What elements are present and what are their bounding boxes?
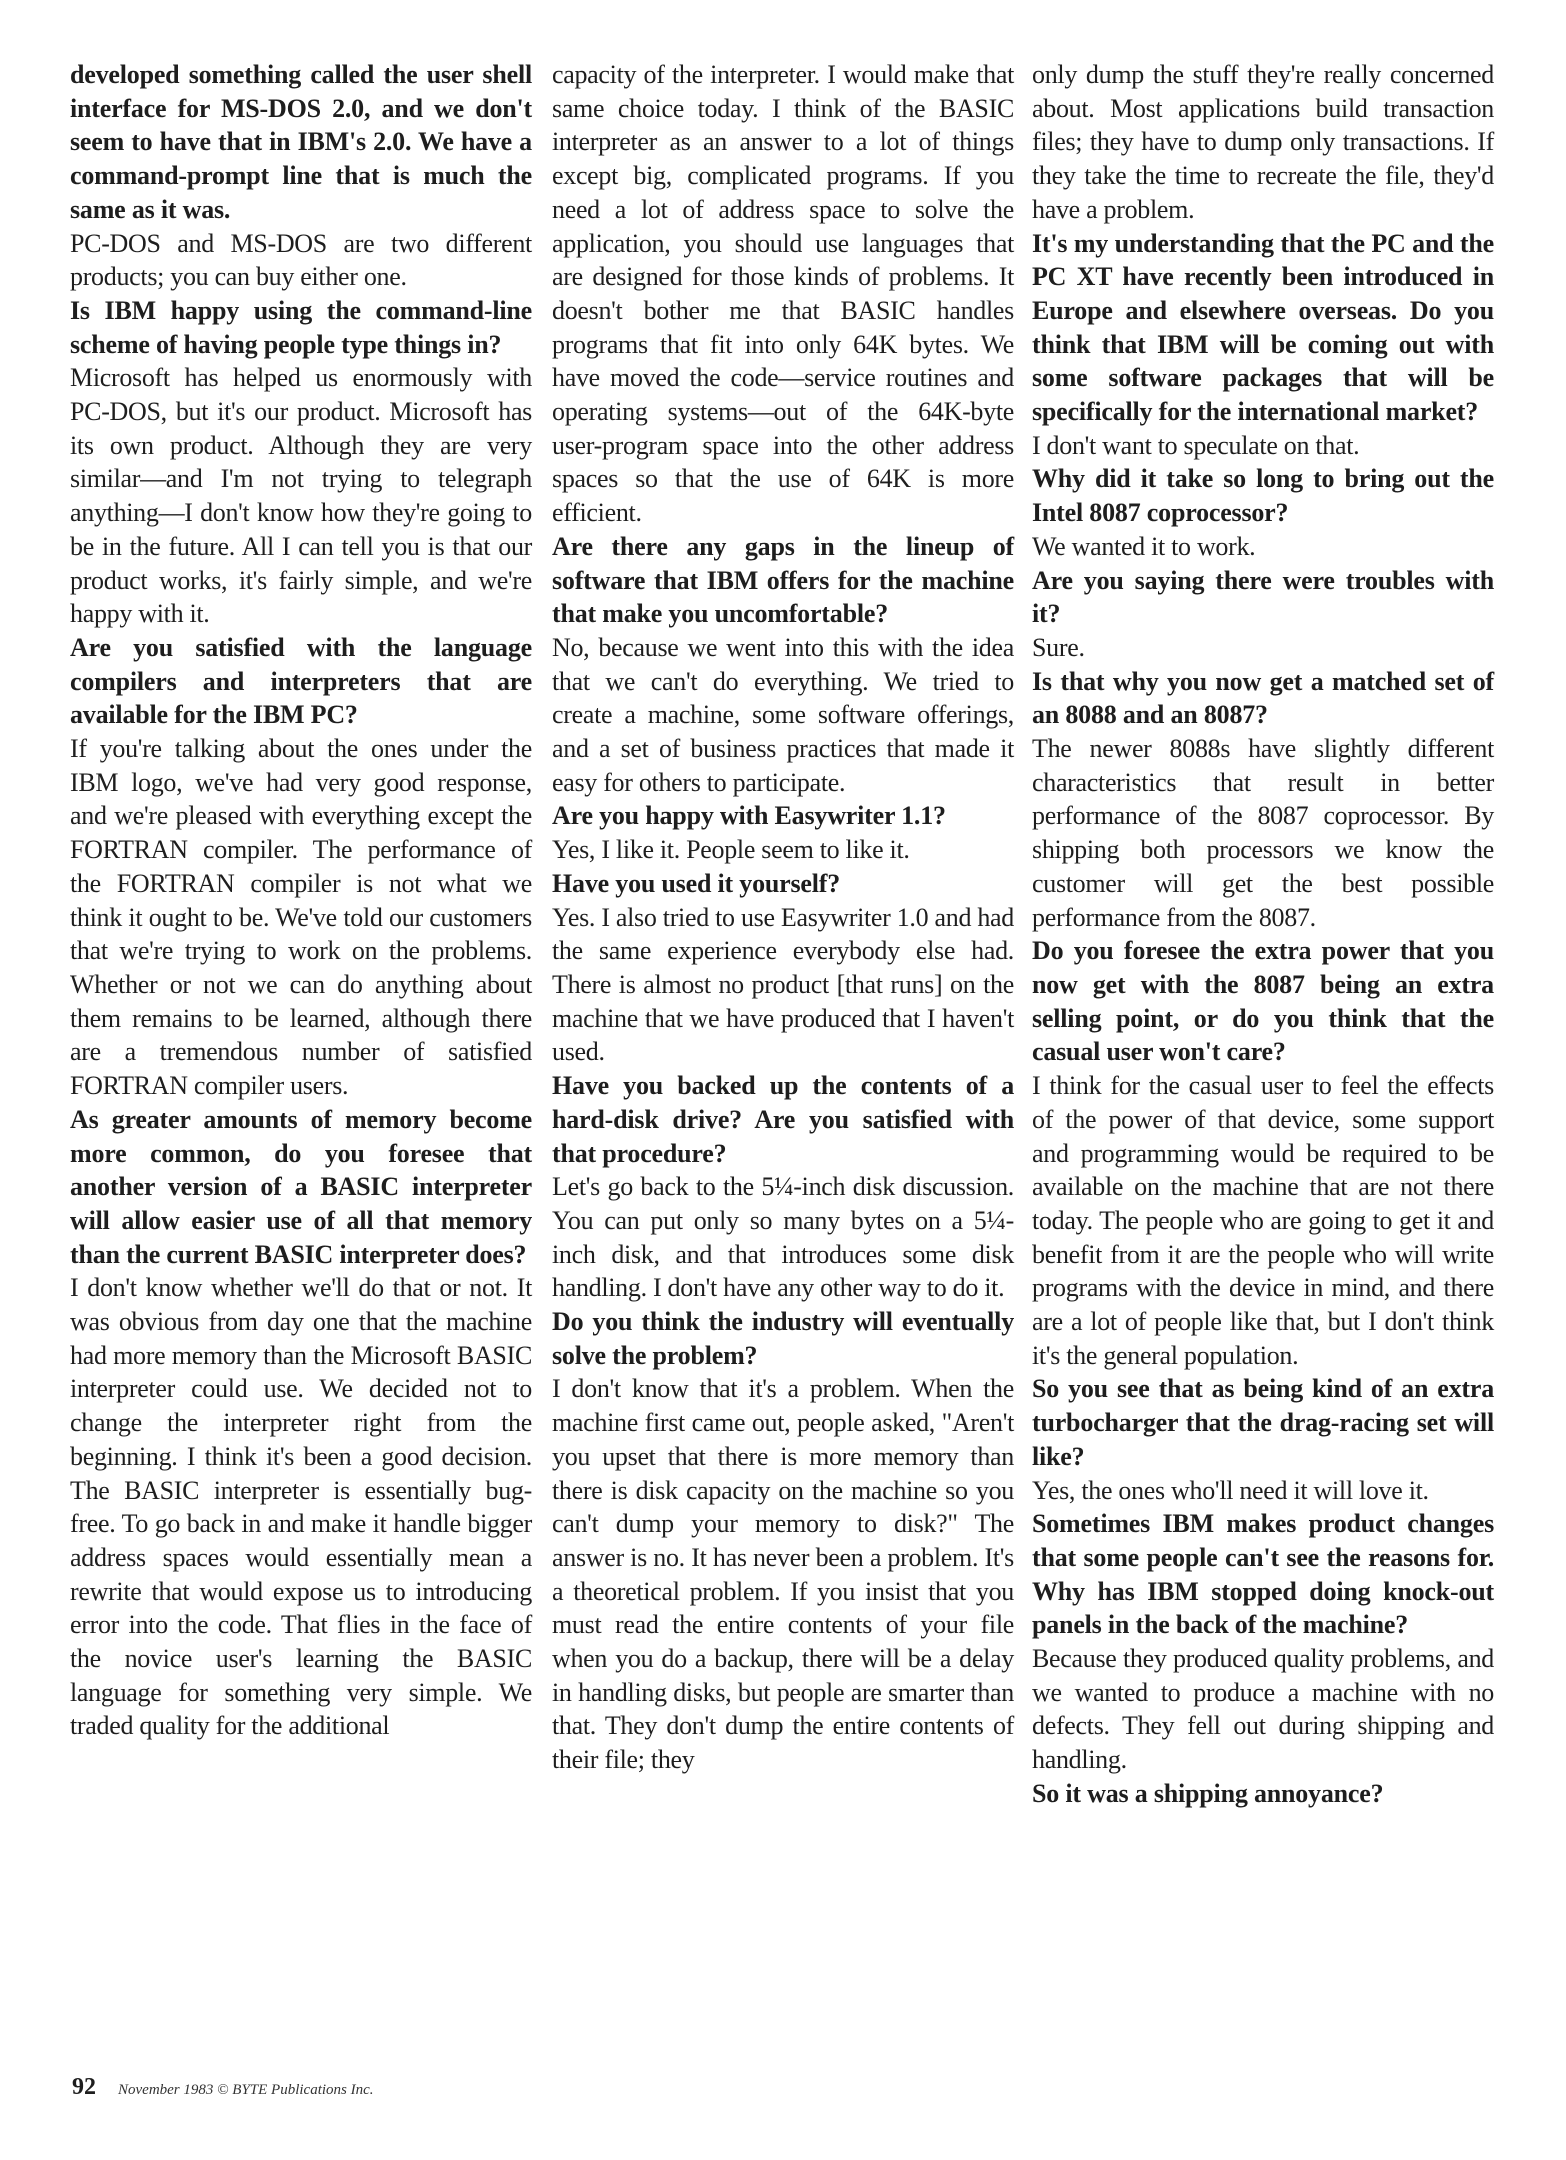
interview-answer: capacity of the interpreter. I would make that same choice today. I think of the BASIC interpreter as an answer to a lot of things except big, complicated programs. If you need a lot of address space to solve the application, you should use languages that are designed for those kinds of problems. It doesn't bother me that BASIC handles programs that fit into only 64K bytes. We have moved the code—service routines and operating systems—out of the 64K-byte user-program space into the other address spaces so that the use of 64K is more efficient.	[552, 60, 1014, 528]
page-number: 92	[72, 2074, 96, 2100]
interview-answer: Microsoft has helped us enormously with PC-DOS, but it's our product. Microsoft has its own product. Although they are very similar—and I'm not trying to telegraph anything—I don't know how they're going to be in the future. All I can tell you is that our product works, it's fairly simple, and we're happy with it.	[70, 363, 532, 629]
interview-answer: We wanted it to work.	[1032, 531, 1256, 561]
interview-answer: Yes. I also tried to use Easywriter 1.0 and had the same experience everybody else had. There is almost no product [that runs] on the machine that we have produced that I haven't used.	[552, 902, 1015, 1067]
interview-question: It's my understanding that the PC and the PC XT have recently been introduced in Europe and elsewhere overseas. Do you think that IBM will be coming out with some software packages that will be specifically for the international market?	[1032, 228, 1494, 427]
interview-answer: Yes, I like it. People seem to like it.	[552, 835, 910, 865]
page-footer	[72, 2074, 374, 2101]
footer-credit: November 1983 © BYTE Publications Inc.	[118, 2082, 374, 2098]
interview-answer: No, because we went into this with the idea that we can't do everything. We tried to create a machine, some software offerings, and a set of business practices that made it easy for others to participate.	[552, 632, 1014, 797]
interview-answer: If you're talking about the ones under the IBM logo, we've had very good response, and we're pleased with everything except the FORTRAN compiler. The performance of the FORTRAN compiler is not what we think it ought to be. We've told our customers that we're trying to work on the problems. Whether or not we can do anything about them remains to be learned, although there are a tremendous number of satisfied FORTRAN compiler users.	[70, 734, 532, 1101]
interview-answer: I don't know that it's a problem. When the machine first came out, people asked, "Aren't you upset that there is more memory than there is disk capacity on the machine so you can't dump your memory to disk?" The answer is no. It has never been a problem. It's a theoretical problem. If you insist that you must read the entire contents of your file when you do a backup, there will be a delay in handling disks, but people are smarter than that. They don't dump the entire contents of their file; they	[552, 1374, 1014, 1775]
interview-question: Are you satisfied with the language compilers and interpreters that are available for the IBM PC?	[70, 632, 532, 730]
interview-answer: Let's go back to the 5¼-inch disk discussion. You can put only so many bytes on a 5¼-inch disk, and that introduces some disk handling. I don't have any other way to do it.	[552, 1172, 1014, 1303]
interview-question: Why did it take so long to bring out the Intel 8087 coprocessor?	[1032, 464, 1494, 528]
interview-question: So it was a shipping annoyance?	[1032, 1778, 1384, 1808]
interview-question: So you see that as being kind of an extra turbocharger that the drag-racing set will like?	[1032, 1374, 1494, 1471]
interview-question: Have you backed up the contents of a hard-disk drive? Are you satisfied with that procedure?	[552, 1071, 1014, 1168]
column-3	[1032, 58, 1494, 1811]
interview-answer: The newer 8088s have slightly different characteristics that result in better performance of the 8087 coprocessor. By shipping both processors we know the customer will get the best possible performance from the 8087.	[1032, 734, 1494, 932]
interview-answer: I don't know whether we'll do that or not. It was obvious from day one that the machine had more memory than the Microsoft BASIC interpreter could use. We decided not to change the interpreter right from the beginning. I think it's been a good decision. The BASIC interpreter is essentially bug-free. To go back in and make it handle bigger address spaces would essentially mean a rewrite that would expose us to introducing error into the code. That flies in the face of the novice user's learning the BASIC language for something very simple. We traded quality for the additional	[70, 1273, 532, 1741]
interview-answer: Sure.	[1032, 632, 1085, 662]
interview-question: Sometimes IBM makes product changes that some people can't see the reasons for. Why has IBM stopped doing knock-out panels in the back of the machine?	[1032, 1509, 1494, 1640]
interview-question: Do you foresee the extra power that you now get with the 8087 being an extra selling point, or do you think that the casual user won't care?	[1032, 936, 1494, 1067]
interview-answer: Because they produced quality problems, and we wanted to produce a machine with no defects. They fell out during shipping and handling.	[1032, 1644, 1494, 1775]
column-2	[552, 58, 1014, 1777]
interview-answer: only dump the stuff they're really concerned about. Most applications build transaction files; they have to dump only transactions. If they take the time to recreate the file, they'd have a problem.	[1032, 60, 1494, 224]
interview-answer: I think for the casual user to feel the effects of the power of that device, some support and programming would be required to be available on the machine that are not there today. The people who are going to get it and benefit from it are the people who will write programs with the device in mind, and there are a lot of people like that, but I don't think it's the general population.	[1032, 1071, 1494, 1370]
interview-question: Is IBM happy using the command-line scheme of having people type things in?	[70, 295, 532, 359]
interview-question: Have you used it yourself?	[552, 868, 841, 898]
interview-answer: Yes, the ones who'll need it will love it.	[1032, 1475, 1429, 1505]
interview-question: Is that why you now get a matched set of an 8088 and an 8087?	[1032, 666, 1494, 730]
interview-question: As greater amounts of memory become more common, do you foresee that another version of a BASIC interpreter will allow easier use of all that memory than the current BASIC interpreter does?	[70, 1104, 532, 1269]
interview-question: Are there any gaps in the lineup of software that IBM offers for the machine that make you uncomfortable?	[552, 531, 1014, 629]
interview-answer: PC-DOS and MS-DOS are two different products; you can buy either one.	[70, 228, 532, 292]
interview-question: Do you think the industry will eventually solve the problem?	[552, 1307, 1014, 1370]
column-1	[70, 58, 532, 1743]
interview-question: Are you saying there were troubles with it?	[1032, 565, 1494, 629]
interview-question: Are you happy with Easywriter 1.1?	[552, 801, 946, 831]
interview-answer: I don't want to speculate on that.	[1032, 430, 1360, 460]
interview-question: developed something called the user shell interface for MS-DOS 2.0, and we don't seem to have that in IBM's 2.0. We have a command-prompt line that is much the same as it was.	[70, 60, 532, 224]
